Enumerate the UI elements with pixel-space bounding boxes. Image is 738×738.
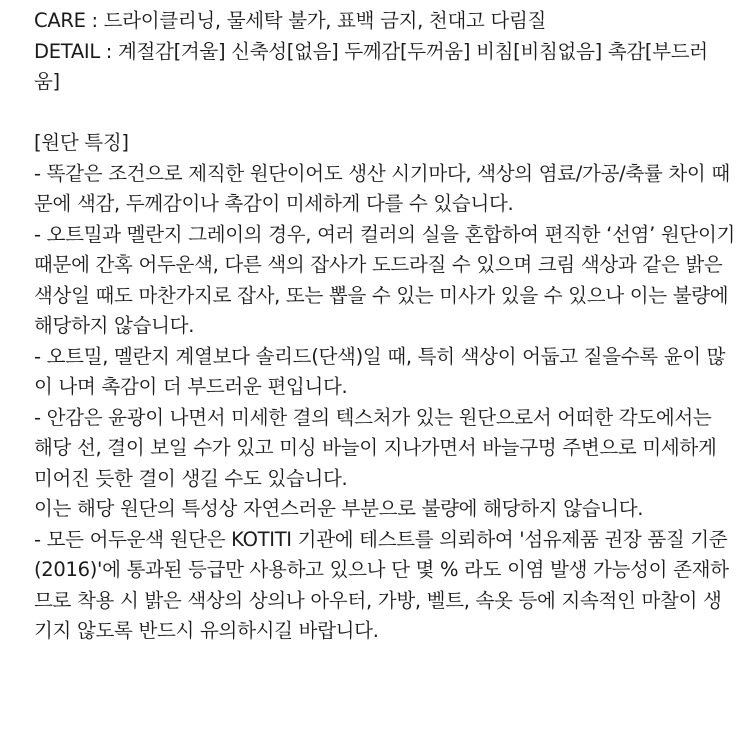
fabric-text-line: 므로 착용 시 밝은 색상의 상의나 아우터, 가방, 벨트, 속옷 등에 지속적인 마찰이 생 <box>34 588 722 612</box>
fabric-text-line: - 안감은 윤광이 나면서 미세한 결의 텍스처가 있는 원단으로서 어떠한 각도에서는 <box>34 405 712 429</box>
fabric-text-line: 미어진 듯한 결이 생길 수도 있습니다. <box>34 466 348 490</box>
fabric-text-line: - 오트밀과 멜란지 그레이의 경우, 여러 컬러의 실을 혼합하여 편직한 ‘선염’ 원단이기 <box>34 222 736 246</box>
spacer <box>34 98 716 129</box>
fabric-text-line: - 똑같은 조건으로 제직한 원단이어도 생산 시기마다, 색상의 염료/가공/축률 차이 때 <box>34 161 730 185</box>
fabric-heading: [원단 특징] <box>34 131 129 154</box>
fabric-text-line: 때문에 간혹 어두운색, 다른 색의 잡사가 도드라질 수 있으며 크림 색상과 같은 밝은 <box>34 253 723 276</box>
fabric-text-line: 기지 않도록 반드시 유의하시길 바랍니다. <box>34 619 379 642</box>
fabric-text-line: - 모든 어두운색 원단은 KOTITI 기관에 테스트를 의뢰하여 '섬유제품 권장 품질 기준 <box>34 527 728 551</box>
detail-line: DETAIL : 계절감[겨울] 신축성[없음] 두께감[두꺼움] 비침[비침없음] 촉감[부드러 <box>34 39 708 63</box>
fabric-text-line: 해당 선, 결이 보일 수가 있고 미싱 바늘이 지나가면서 바늘구멍 주변으로 미세하게 <box>34 436 717 459</box>
fabric-text-line: - 오트밀, 멜란지 계열보다 솔리드(단색)일 때, 특히 색상이 어둡고 짙을수록 윤이 많 <box>34 344 726 368</box>
detail-line-continued: 움] <box>34 70 60 93</box>
fabric-text-line: 이 나며 촉감이 더 부드러운 편입니다. <box>34 375 348 398</box>
fabric-text-line: 색상일 때도 마찬가지로 잡사, 또는 뽑을 수 있는 미사가 있을 수 있으나 이는 불량에 <box>34 283 729 307</box>
fabric-text-line: 이는 해당 원단의 특성상 자연스러운 부분으로 불량에 해당하지 않습니다. <box>34 497 644 520</box>
fabric-text-line: 문에 색감, 두께감이나 촉감이 미세하게 다를 수 있습니다. <box>34 192 514 215</box>
care-line: CARE : 드라이클리닝, 물세탁 불가, 표백 금지, 천대고 다림질 <box>34 9 547 32</box>
fabric-text-line: (2016)'에 통과된 등급만 사용하고 있으나 단 몇 % 라도 이염 발생 가능성이 존재하 <box>34 558 729 581</box>
fabric-text-line: 해당하지 않습니다. <box>34 314 195 337</box>
